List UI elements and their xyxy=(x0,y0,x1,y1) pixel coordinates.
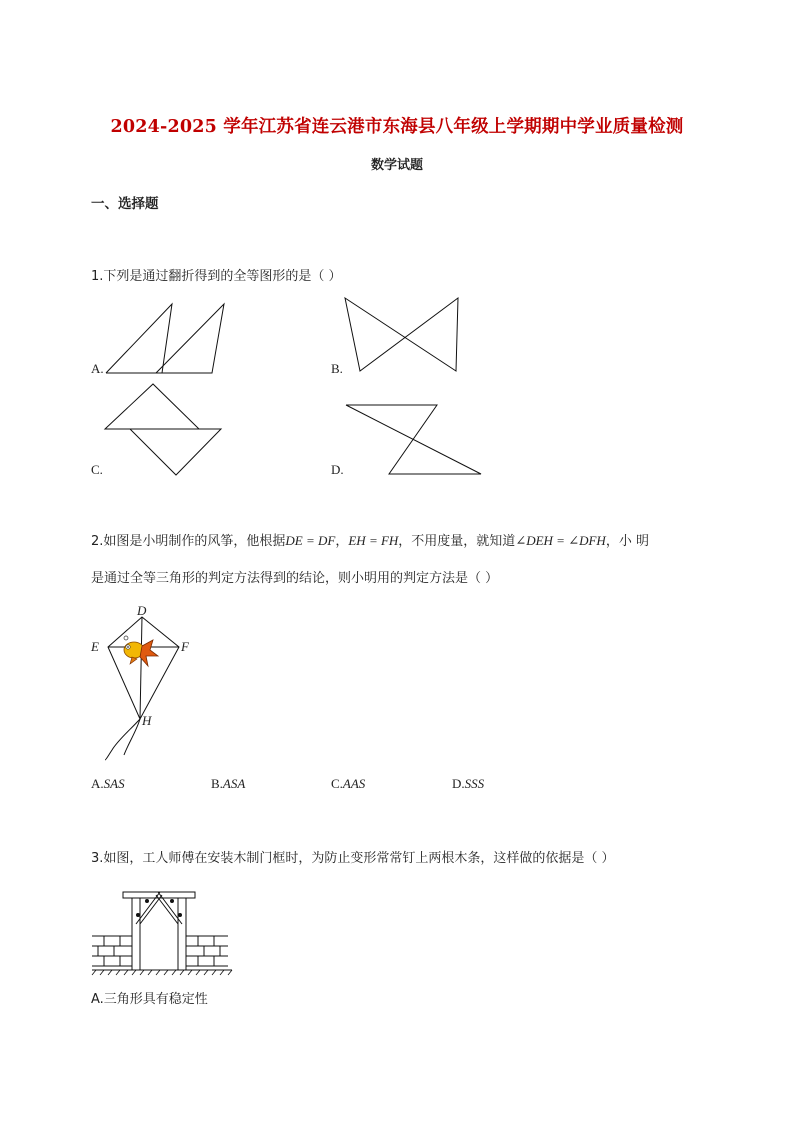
q1-figure-c xyxy=(103,382,225,478)
q1-figure-b xyxy=(343,296,461,374)
q2-option-b: B.ASA xyxy=(211,776,246,791)
q1-option-c-label: C. xyxy=(91,462,103,477)
kite-outline xyxy=(108,617,179,719)
q2-text-part-3: ，小 明 xyxy=(605,534,649,549)
document-title: 2024-2025 学年江苏省连云港市东海县八年级上学期期中学业质量检测 xyxy=(110,117,684,137)
section-heading: 一、选择题 xyxy=(91,196,159,212)
q1-option-a-label: A. xyxy=(91,361,104,376)
q1-option-b-label: B. xyxy=(331,361,343,376)
question-1-stem: 1.下列是通过翻折得到的全等图形的是（ ） xyxy=(91,269,342,284)
q2-equation-de-df: DE = DF xyxy=(285,533,336,548)
kite-tail xyxy=(105,719,140,760)
kite-spine xyxy=(140,617,142,719)
q2-text-part-2: ，不用度量，就知道 xyxy=(398,534,516,549)
q2-option-a: A.SAS xyxy=(91,776,125,791)
q2-separator: ， xyxy=(335,534,349,549)
q2-equation-angles: ∠DEH = ∠DFH xyxy=(515,533,606,548)
kite-label-d: D xyxy=(137,603,147,618)
q1-option-d-label: D. xyxy=(331,462,344,477)
q1-figure-d xyxy=(344,403,484,477)
question-3-stem: 3.如图，工人师傅在安装木制门框时，为防止变形常常钉上两根木条，这样做的依据是（ ） xyxy=(91,851,615,866)
question-2-line-2: 是通过全等三角形的判定方法得到的结论，则小明用的判定方法是（ ） xyxy=(91,571,499,586)
q2-equation-eh-fh: EH = FH xyxy=(348,533,399,548)
kite-figure xyxy=(90,600,200,762)
q3-option-a: A.三角形具有稳定性 xyxy=(91,992,208,1007)
q2-option-d: D.SSS xyxy=(452,776,485,791)
kite-label-h: H xyxy=(142,713,152,728)
kite-label-f: F xyxy=(181,639,189,654)
document-subtitle: 数学试题 xyxy=(370,158,423,173)
question-2-line-1 xyxy=(91,532,649,551)
door-frame-figure xyxy=(90,884,235,978)
q2-option-c: C.AAS xyxy=(331,776,366,791)
q2-text-part-1: 2.如图是小明制作的风筝，他根据 xyxy=(91,534,286,549)
kite-label-e: E xyxy=(91,639,99,654)
q1-figure-a xyxy=(104,302,229,376)
